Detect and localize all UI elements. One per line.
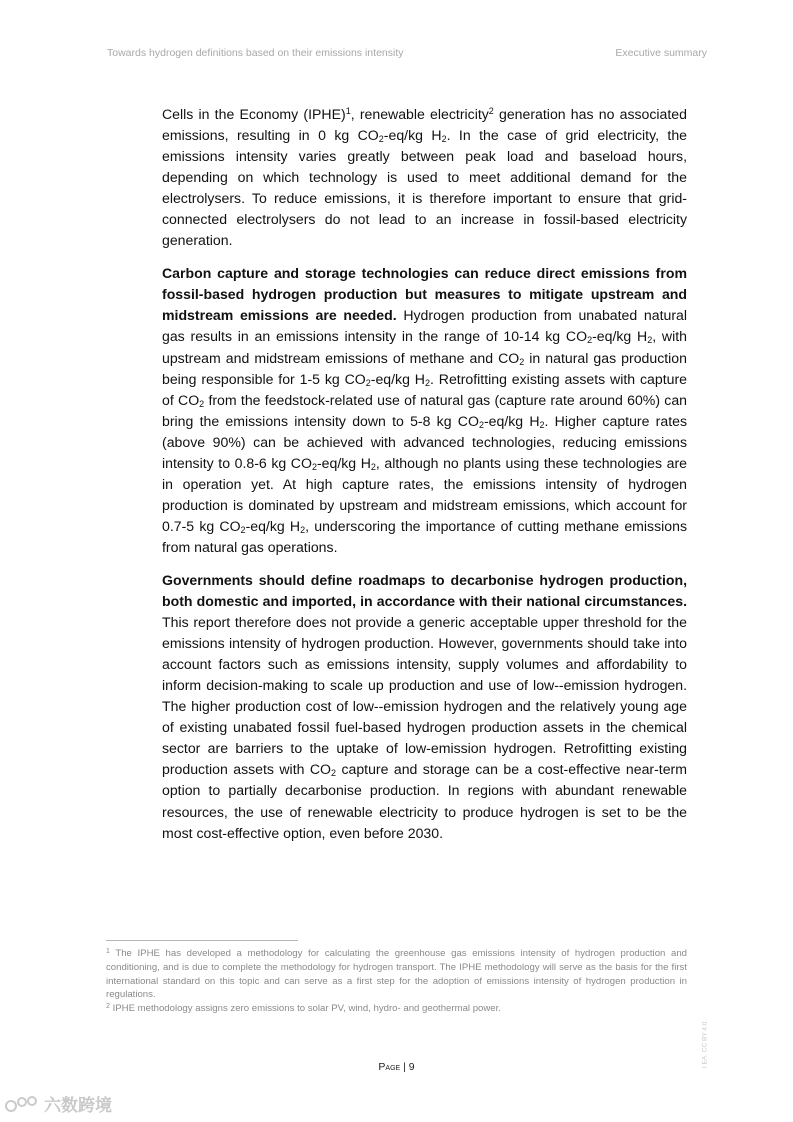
page-number-value: 9 <box>408 1061 415 1073</box>
license-mark: I EA. CC BY 4.0. <box>701 1019 709 1069</box>
paragraph-governments: Governments should define roadmaps to decarbonise hydrogen production, both domestic and imported, in accordance with their national circumstances. This report therefore does not provide a generic acceptable upper threshold for the emissions intensity of hydrogen production. However, governments should take into account factors such as emissions intensity, supply volumes and affordability to inform decision-making to scale up production and use of low--emission hydrogen. The higher production cost of low--emission hydrogen and the relatively young age of existing unabated fossil fuel-based hydrogen production assets in the chemical sector are barriers to the uptake of low-emission hydrogen. Retrofitting existing production assets with $CO_2$ capture and storage can be a cost-effective near-term option to partially decarbonise production. In regions with abundant renewable resources, the use of renewable electricity to produce hydrogen is set to be the most cost-effective option, even before 2030. <box>162 571 687 841</box>
paragraph-electricity: Cells in the Economy (IPHE)$^1$, renewable electricity$^2$ generation has no associated emissions, resulting in 0 kg $CO_2-eq/kg$ $H_2$. In the case of grid electricity, the emissions intensity varies greatly between peak load and baseload hours, depending on which technology is used to meet additional demand for the electrolysers. To reduce emissions, it is therefore important to ensure that grid-connected electrolysers do not lead to an increase in fossil-based electricity generation. <box>162 106 688 249</box>
paragraph-ccs: Carbon capture and storage technologies can reduce direct emissions from fossil-based hydrogen production but measures to mitigate upstream and midstream emissions are needed. Hydrogen production from unabated natural gas results in an emissions intensity in the range of 10-14 kg $CO_2-eq/kg$ $H_2$, with upstream and midstream emissions of methane and $CO_2$ in natural gas production being responsible for 1-5 kg $CO_2-eq/kg$ $H_2$. Retrofitting existing assets with capture of $CO_2$ from the feedstock-related use of natural gas (capture rate around 60%) can bring the emissions intensity down to 5-8 kg $CO_2-eq/kg$ $H_2$. Higher capture rates (above 90%) can be achieved with advanced technologies, reducing emissions intensity to 0.8-6 kg $CO_2-eq/kg$ $H_2$, although no plants using these technologies are in operation yet. At high capture rates, the emissions intensity of hydrogen production is dominated by upstream and midstream emissions, which account for 0.7-5 kg $CO_2-eq/kg$ $H_2$, underscoring the importance of cutting methane emissions from natural gas operations. <box>162 265 688 555</box>
footnote-1: $^1$ The IPHE has developed a methodology for calculating the greenhouse gas emissions intensity of hydrogen production and conditioning, and is due to complete the methodology for hydrogen transport. The IPHE methodology will serve as the basis for the first international standard on this topic and can serve as a first step for the adoption of emissions intensity of hydrogen production in regulations. <box>106 948 687 1001</box>
watermark-text: 六数跨境 <box>44 1096 112 1116</box>
footnote-ref-1[interactable]: 1 <box>345 106 351 116</box>
page-label: Page <box>378 1061 401 1073</box>
running-header <box>107 47 707 63</box>
watermark <box>4 1091 112 1116</box>
watermark-logo-icon <box>4 1094 40 1114</box>
footnote-2: $^2$ IPHE methodology assigns zero emissions to solar PV, wind, hydro- and geothermal power. <box>106 1003 501 1015</box>
page-number: Page | 9 <box>378 1061 415 1073</box>
footnote-ref-2[interactable]: 2 <box>488 106 494 116</box>
main-text <box>162 104 687 856</box>
footnotes <box>106 947 687 1016</box>
paragraph-governments-lead: Governments should define roadmaps to decarbonise hydrogen production, both domestic and imported, in accordance with their national circumstances. <box>162 571 687 610</box>
header-section-title: Executive summary <box>615 47 707 59</box>
paragraph-ccs-lead: Carbon capture and storage technologies can reduce direct emissions from fossil-based hydrogen production but measures to mitigate upstream and midstream emissions are needed. <box>162 265 687 324</box>
header-document-title: Towards hydrogen definitions based on their emissions intensity <box>107 47 404 59</box>
footnote-separator <box>106 940 298 941</box>
